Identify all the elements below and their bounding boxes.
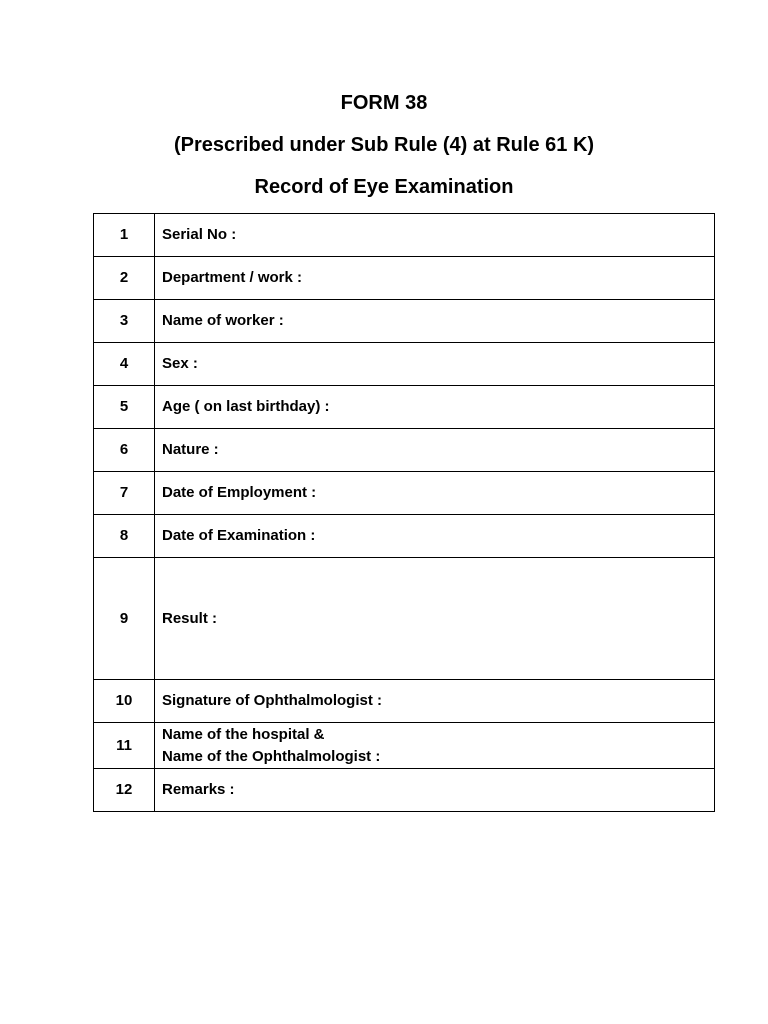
row-number: 6: [94, 429, 155, 472]
field-label-line-ophthalmologist: Name of the Ophthalmologist :: [162, 747, 381, 765]
table-row: [94, 386, 715, 429]
row-number: 9: [94, 558, 155, 680]
field-label-signature-of-ophthalmologist: Signature of Ophthalmologist :: [155, 680, 715, 723]
eye-examination-table: [93, 213, 715, 812]
field-label-date-of-employment: Date of Employment :: [155, 472, 715, 515]
field-label-nature: Nature :: [155, 429, 715, 472]
row-number: 1: [94, 214, 155, 257]
row-number: 5: [94, 386, 155, 429]
field-label-sex: Sex :: [155, 343, 715, 386]
form-title: Record of Eye Examination: [254, 176, 514, 198]
row-number: 4: [94, 343, 155, 386]
row-number: 10: [94, 680, 155, 723]
field-label-date-of-examination: Date of Examination :: [155, 515, 715, 558]
row-number: 8: [94, 515, 155, 558]
table-row: [94, 558, 715, 680]
table-row: [94, 257, 715, 300]
field-label-hospital-and-ophthalmologist: [155, 723, 715, 769]
table-row: [94, 769, 715, 812]
table-row: [94, 723, 715, 769]
field-label-name-of-worker: Name of worker :: [155, 300, 715, 343]
table-row: [94, 515, 715, 558]
table-row: [94, 214, 715, 257]
row-number: 12: [94, 769, 155, 812]
rule-reference: (Prescribed under Sub Rule (4) at Rule 61 K): [173, 134, 595, 156]
field-label-remarks: Remarks :: [155, 769, 715, 812]
row-number: 11: [94, 723, 155, 769]
row-number: 7: [94, 472, 155, 515]
table-row: [94, 343, 715, 386]
table-row: [94, 300, 715, 343]
table-row: [94, 680, 715, 723]
field-label-serial-no: Serial No :: [155, 214, 715, 257]
table-row: [94, 429, 715, 472]
table-row: [94, 472, 715, 515]
field-label-line-hospital: Name of the hospital &: [162, 725, 325, 743]
field-label-result: Result :: [155, 558, 715, 680]
field-label-age: Age ( on last birthday) :: [155, 386, 715, 429]
row-number: 2: [94, 257, 155, 300]
field-label-department-work: Department / work :: [155, 257, 715, 300]
row-number: 3: [94, 300, 155, 343]
form-number: FORM 38: [340, 92, 428, 114]
